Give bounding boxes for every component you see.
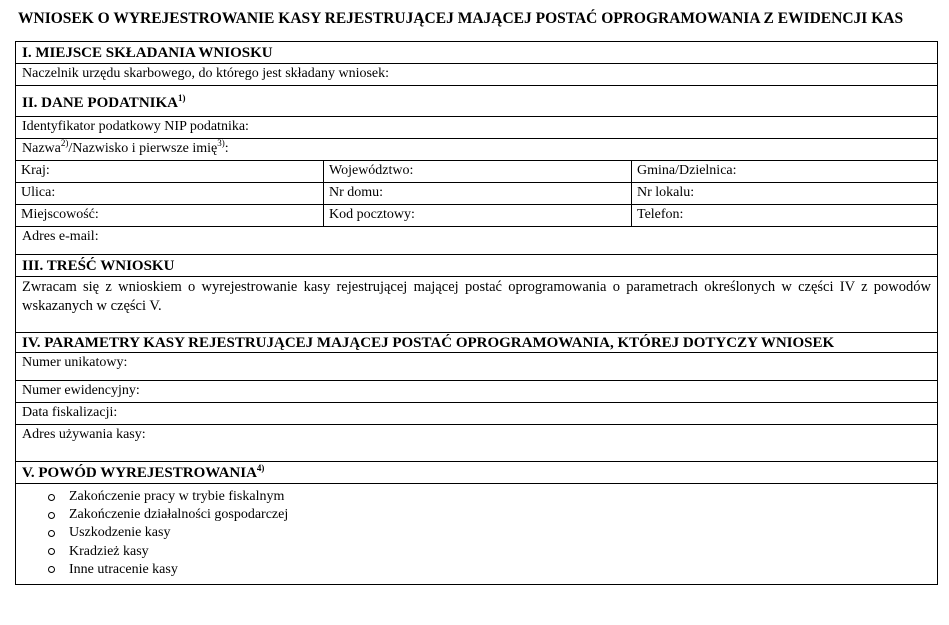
- section-5-header-row: [16, 462, 937, 484]
- section-3-header-row: [16, 255, 937, 277]
- reason-option[interactable]: [48, 543, 937, 561]
- radio-circle-icon[interactable]: [48, 512, 55, 519]
- reason-option-label: Kradzież kasy: [69, 543, 149, 559]
- usage-address-row[interactable]: [16, 425, 937, 462]
- footnote-2: 2): [60, 138, 69, 148]
- request-content-text: Zwracam się z wnioskiem o wyrejestrowanie kasy rejestrującej mającej postać oprogramowania o parametrach określonych w części IV z powodów wskazanych w części V.: [22, 279, 931, 314]
- radio-circle-icon[interactable]: [48, 494, 55, 501]
- tax-office-row[interactable]: [16, 64, 937, 86]
- reason-option-label: Inne utracenie kasy: [69, 561, 178, 577]
- name-label-b: /Nazwisko i pierwsze imię: [68, 141, 218, 156]
- country-field[interactable]: Kraj:: [16, 161, 324, 182]
- reason-option[interactable]: [48, 561, 937, 579]
- nip-row[interactable]: [16, 117, 937, 139]
- name-label: [16, 139, 937, 160]
- radio-circle-icon[interactable]: [48, 566, 55, 573]
- section-2-header-row: [16, 86, 937, 117]
- footnote-3: 3): [217, 138, 225, 148]
- reason-option[interactable]: [48, 524, 937, 542]
- reason-option[interactable]: [48, 506, 937, 524]
- usage-address-label: Adres używania kasy:: [22, 427, 146, 442]
- section-1-header: I. MIEJSCE SKŁADANIA WNIOSKU: [22, 45, 273, 61]
- registration-number-label: Numer ewidencyjny:: [22, 383, 140, 398]
- fiscalization-date-label: Data fiskalizacji:: [22, 405, 118, 420]
- apartment-number-field[interactable]: Nr lokalu:: [637, 185, 695, 200]
- section-4-header: IV. PARAMETRY KASY REJESTRUJĄCEJ MAJĄCEJ POSTAĆ OPROGRAMOWANIA, KTÓREJ DOTYCZY WNIOSEK: [22, 335, 835, 351]
- form-title: WNIOSEK O WYREJESTROWANIE KASY REJESTRUJĄCEJ MAJĄCEJ POSTAĆ OPROGRAMOWANIA Z EWIDENCJI KAS: [18, 10, 904, 27]
- unique-number-row[interactable]: [16, 353, 937, 381]
- radio-circle-icon[interactable]: [48, 548, 55, 555]
- commune-field[interactable]: Gmina/Dzielnica:: [637, 163, 737, 178]
- street-field[interactable]: Ulica:: [16, 183, 324, 204]
- section-1-header-row: [16, 42, 937, 64]
- email-label: Adres e-mail:: [22, 229, 99, 244]
- registration-number-row[interactable]: [16, 381, 937, 403]
- postal-code-field[interactable]: Kod pocztowy:: [324, 205, 632, 226]
- name-row[interactable]: [16, 139, 937, 161]
- name-label-a: Nazwa: [22, 141, 61, 156]
- section-4-header-row: [16, 333, 937, 353]
- section-2-header: [16, 86, 937, 120]
- footnote-1: 1): [177, 93, 186, 103]
- nip-label: Identyfikator podatkowy NIP podatnika:: [22, 119, 249, 134]
- reason-option[interactable]: [48, 488, 937, 506]
- address-row-3: [16, 205, 937, 227]
- name-label-c: :: [224, 141, 229, 156]
- request-content-row: [16, 277, 937, 333]
- email-row[interactable]: [16, 227, 937, 255]
- house-number-field[interactable]: Nr domu:: [324, 183, 632, 204]
- section-2-header-text: II. DANE PODATNIKA: [22, 95, 178, 111]
- voivodeship-field[interactable]: Województwo:: [324, 161, 632, 182]
- section-3-header: III. TREŚĆ WNIOSKU: [22, 258, 175, 274]
- address-row-2: [16, 183, 937, 205]
- reason-option-label: Zakończenie działalności gospodarczej: [69, 507, 289, 523]
- reason-option-label: Zakończenie pracy w trybie fiskalnym: [69, 489, 285, 504]
- section-5-header-text: V. POWÓD WYREJESTROWANIA: [22, 465, 257, 481]
- unique-number-label: Numer unikatowy:: [22, 355, 128, 370]
- footnote-4: 4): [256, 463, 265, 473]
- radio-circle-icon[interactable]: [48, 530, 55, 537]
- reason-option-label: Uszkodzenie kasy: [69, 525, 171, 541]
- city-field[interactable]: Miejscowość:: [16, 205, 324, 226]
- tax-office-label: Naczelnik urzędu skarbowego, do którego jest składany wniosek:: [22, 66, 390, 81]
- fiscalization-date-row[interactable]: [16, 403, 937, 425]
- phone-field[interactable]: Telefon:: [637, 207, 684, 222]
- application-form: [15, 41, 938, 585]
- reason-options-row: [16, 484, 937, 584]
- section-5-header: [16, 462, 937, 483]
- reason-options-list: [16, 484, 937, 584]
- address-row-1: [16, 161, 937, 183]
